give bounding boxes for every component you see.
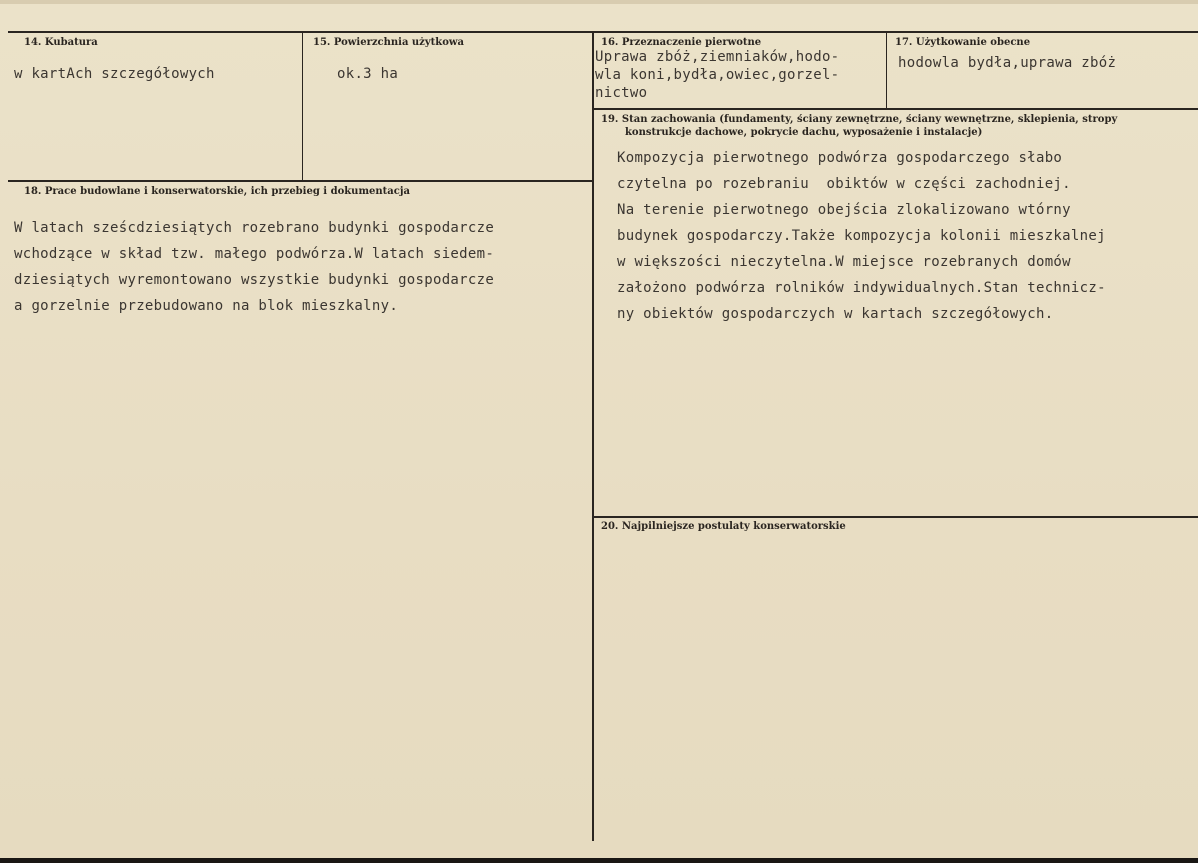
field-18-line-2: wchodzące w skład tzw. małego podwórza.W latach siedem-	[14, 246, 495, 262]
field-20-label: 20. Najpilniejsze postulaty konserwatorskie	[601, 521, 846, 532]
field-19-line-3: Na terenie pierwotnego obejścia zlokalizowano wtórny	[617, 202, 1071, 218]
card-top-edge	[0, 0, 1198, 4]
rule-vertical-14-15	[302, 31, 303, 181]
field-19-line-1: Kompozycja pierwotnego podwórza gospodarczego słabo	[617, 150, 1063, 166]
field-16-label: 16. Przeznaczenie pierwotne	[601, 37, 762, 48]
field-18-line-4: a gorzelnie przebudowano na blok mieszkalny.	[14, 298, 399, 314]
field-19-line-7: ny obiektów gospodarczych w kartach szczegółowych.	[617, 306, 1054, 322]
rule-vertical-center	[592, 31, 594, 841]
card-bottom-edge	[0, 858, 1198, 863]
field-18-label: 18. Prace budowlane i konserwatorskie, ich przebieg i dokumentacja	[24, 186, 410, 197]
field-19-line-6: założono podwórza rolników indywidualnych.Stan technicz-	[617, 280, 1106, 296]
field-15-label: 15. Powierzchnia użytkowa	[313, 37, 464, 48]
field-16-line-3: nictwo	[595, 85, 648, 101]
field-19-label-line-2: konstrukcje dachowe, pokrycie dachu, wyposażenie i instalacje)	[625, 127, 983, 138]
field-19-line-2: czytelna po rozebraniu obiktów w części zachodniej.	[617, 176, 1071, 192]
field-19-label-line-1: 19. Stan zachowania (fundamenty, ściany zewnętrzne, ściany wewnętrzne, sklepienia, stropy	[601, 114, 1118, 125]
rule-right-lower	[593, 516, 1198, 518]
field-19-line-5: w większości nieczytelna.W miejsce rozebranych domów	[617, 254, 1071, 270]
field-15-value: ok.3 ha	[337, 66, 399, 82]
field-14-value: w kartAch szczegółowych	[14, 66, 215, 82]
field-16-line-2: wla koni,bydła,owiec,gorzel-	[595, 67, 840, 83]
field-14-label: 14. Kubatura	[24, 37, 98, 48]
rule-top	[8, 31, 1198, 33]
field-18-line-1: W latach sześcdziesiątych rozebrano budynki gospodarcze	[14, 220, 495, 236]
rule-vertical-16-17	[886, 31, 887, 109]
field-18-line-3: dziesiątych wyremontowano wszystkie budynki gospodarcze	[14, 272, 495, 288]
field-17-label: 17. Użytkowanie obecne	[895, 37, 1031, 48]
field-19-line-4: budynek gospodarczy.Także kompozycja kolonii mieszkalnej	[617, 228, 1106, 244]
rule-right-upper	[593, 108, 1198, 110]
field-16-line-1: Uprawa zbóż,ziemniaków,hodo-	[595, 49, 840, 65]
rule-left-mid	[8, 180, 594, 182]
field-17-value: hodowla bydła,uprawa zbóż	[898, 55, 1117, 71]
